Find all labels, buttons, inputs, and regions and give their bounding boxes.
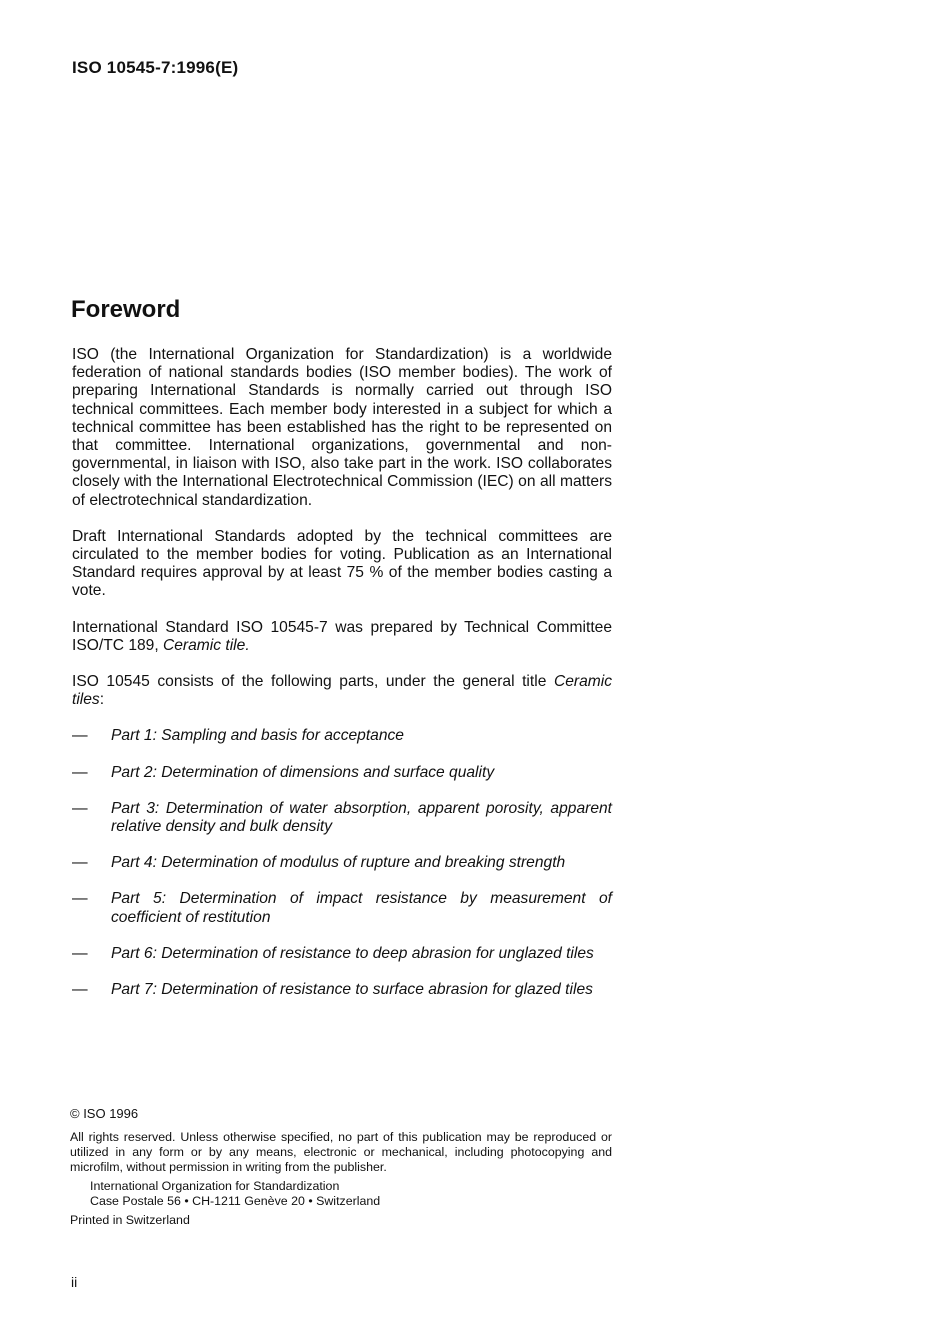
paragraph: ISO (the International Organization for Standardization) is a worldwide federation of national standards bodies (ISO member bodies). The work of preparing International Standards is normally carried out through ISO technical committees. Each member body interested in a subject for which a technical committee has been established has the right to be represented on that committee. International organizations, governmental and non-governmental, in liaison with ISO, also take part in the work. ISO collaborates closely with the International Electrotechnical Commission (IEC) on all matters of electrotechnical standardization.	[72, 346, 612, 509]
list-item	[72, 945, 612, 963]
parts-intro-suffix: :	[99, 691, 105, 709]
list-item	[72, 854, 612, 872]
prepared-by-paragraph	[72, 619, 612, 655]
part-title: Part 5: Determination of impact resistance by measurement of coefficient of restitution	[111, 890, 612, 926]
part-title: Part 1: Sampling and basis for acceptance	[111, 727, 404, 745]
dash-bullet: —	[72, 799, 88, 817]
dash-bullet: —	[72, 890, 88, 908]
list-item	[72, 800, 612, 836]
copyright-notice: © ISO 1996	[70, 1106, 139, 1121]
part-title: Part 6: Determination of resistance to deep abrasion for unglazed tiles	[111, 944, 594, 962]
list-item	[72, 890, 612, 926]
parts-intro-paragraph	[72, 673, 612, 709]
dash-bullet: —	[72, 763, 88, 781]
paragraph: Draft International Standards adopted by the technical committees are circulated to the member bodies for voting. Publication as an International Standard requires approval by at least 75 % of the member bodies casting a vote.	[72, 527, 612, 600]
section-title: Foreword	[71, 296, 181, 323]
parts-list	[72, 727, 612, 999]
list-item	[72, 764, 612, 782]
dash-bullet: —	[72, 981, 88, 999]
parts-intro-text: ISO 10545 consists of the following parts, under the general title	[72, 673, 554, 691]
foreword-body	[72, 346, 612, 1017]
document-code: ISO 10545-7:1996(E)	[72, 58, 239, 77]
copyright-block	[70, 1106, 612, 1228]
list-item	[72, 727, 612, 745]
general-title: Ceramic tiles	[72, 673, 612, 709]
rights-statement: All rights reserved. Unless otherwise specified, no part of this publication may be reproduced or utilized in any form or by any means, electronic or mechanical, including photocopying and microfilm, without permission in writing from the publisher.	[70, 1130, 612, 1174]
printed-in: Printed in Switzerland	[70, 1213, 190, 1227]
part-title: Part 4: Determination of modulus of rupture and breaking strength	[111, 854, 566, 872]
list-item	[72, 981, 612, 999]
publisher-name: International Organization for Standardization	[90, 1179, 340, 1193]
part-title: Part 7: Determination of resistance to surface abrasion for glazed tiles	[111, 981, 593, 999]
page-number: ii	[71, 1274, 78, 1290]
dash-bullet: —	[72, 854, 88, 872]
part-title: Part 3: Determination of water absorption, apparent porosity, apparent relative density and bulk density	[111, 799, 612, 836]
dash-bullet: —	[72, 944, 88, 962]
committee-name: Ceramic tile.	[163, 636, 250, 654]
part-title: Part 2: Determination of dimensions and surface quality	[111, 763, 495, 781]
prepared-text: International Standard ISO 10545-7 was prepared by Technical Committee ISO/TC 189,	[72, 618, 612, 654]
dash-bullet: —	[72, 727, 88, 745]
publisher-address: Case Postale 56 • CH-1211 Genève 20 • Switzerland	[90, 1194, 381, 1208]
